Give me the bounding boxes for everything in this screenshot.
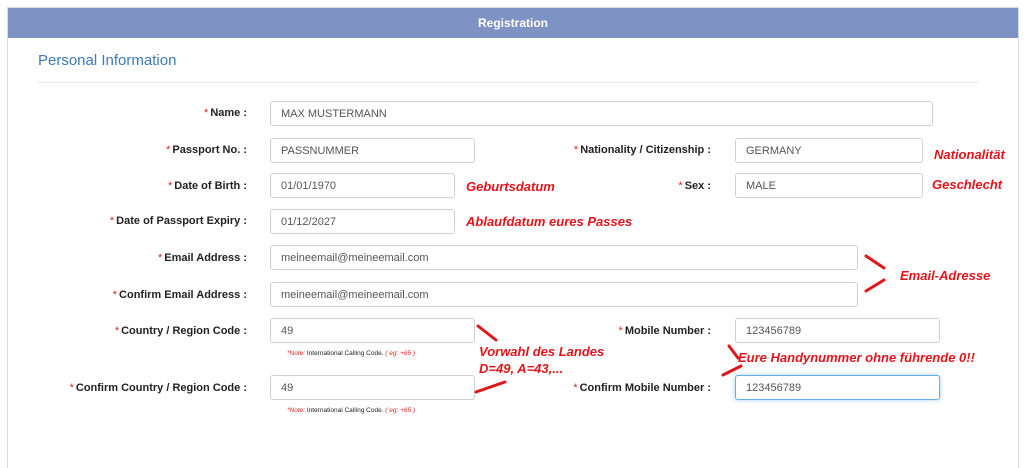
required-mark: * (573, 382, 578, 394)
mobile-stroke (729, 346, 738, 358)
email-label: * Email Address : (157, 252, 247, 264)
required-mark: * (166, 144, 171, 156)
required-mark: * (167, 180, 173, 192)
email-stroke-lower (866, 280, 884, 291)
required-mark: * (157, 252, 163, 264)
required-mark: * (573, 144, 579, 156)
country-code-note: *Note: International Calling Code. ( eg: +65 ) (287, 350, 416, 357)
passport-expiry-label: * Date of Passport Expiry : (109, 215, 247, 227)
panel-title: Registration (477, 16, 548, 30)
annotation-nationality: Nationalität (934, 147, 1005, 162)
country-code-label: * Country / Region Code : (114, 325, 247, 337)
required-mark: * (109, 215, 115, 227)
confirm-mobile-label: * Confirm Mobile Number : (573, 382, 711, 394)
annotation-mobile: Eure Handynummer ohne führende 0!! (738, 350, 975, 365)
required-mark: * (69, 382, 74, 394)
confirm-mobile-stroke (723, 366, 741, 375)
confirm-country-code-stroke (476, 382, 505, 392)
confirm-country-code-label: * Confirm Country / Region Code : (69, 382, 247, 394)
sex-label: * Sex : (678, 180, 711, 192)
confirm-country-code-note: *Note: International Calling Code. ( eg: +65 ) (287, 407, 416, 414)
section-title: Personal Information (38, 52, 177, 69)
annotation-birth: Geburtsdatum (466, 179, 555, 194)
name-label: * Name : (204, 107, 247, 119)
annotation-email: Email-Adresse (900, 268, 991, 283)
required-mark: * (112, 289, 118, 301)
required-mark: * (204, 107, 209, 119)
annotation-sex: Geschlecht (932, 177, 1003, 192)
country-code-stroke (478, 326, 496, 340)
passport-no-label: * Passport No. : (166, 144, 247, 156)
annotation-country-line1: Vorwahl des Landes (479, 344, 605, 359)
mobile-label: * Mobile Number : (618, 325, 711, 337)
email-stroke-upper (866, 256, 884, 268)
nationality-label: * Nationality / Citizenship : (573, 144, 711, 156)
required-mark: * (114, 325, 120, 337)
annotation-country-line2: D=49, A=43,... (479, 361, 564, 376)
required-mark: * (678, 180, 683, 192)
annotation-expiry: Ablaufdatum eures Passes (466, 214, 633, 229)
confirm-email-label: * Confirm Email Address : (112, 289, 247, 301)
required-mark: * (618, 325, 623, 337)
date-of-birth-label: * Date of Birth : (167, 180, 247, 192)
